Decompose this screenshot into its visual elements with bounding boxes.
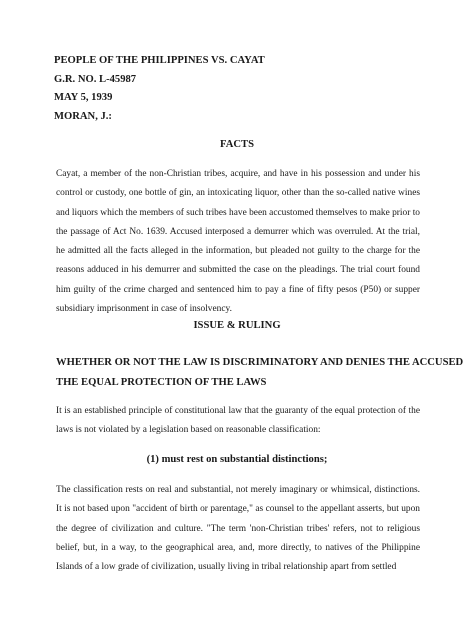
- case-title: PEOPLE OF THE PHILIPPINES VS. CAYAT: [54, 55, 265, 66]
- case-date: MAY 5, 1939: [54, 92, 113, 104]
- issue-question-line-2: THE EQUAL PROTECTION OF THE LAWS: [56, 376, 267, 388]
- principle-paragraph: It is an established principle of constitutional law that the guaranty of the equal protection of the laws is not violated by a legislation based on reasonable classification:: [56, 406, 420, 436]
- ruling-subheading: (1) must rest on substantial distinctions;: [146, 454, 328, 465]
- issue-ruling-heading: ISSUE & RULING: [193, 320, 281, 331]
- issue-question: [56, 353, 464, 392]
- ruling-paragraph: The classification rests on real and substantial, not merely imaginary or whimsical, distinctions. It is not based upon "accident of birth or parentage," as counsel to the appellant asserts, but upon the degree of civilization and culture. "The term 'non-Christian tribes' refers, not to religious belief, but, in a way, to the geographical area, and, more directly, to natives of the Philippine Islands of a low grade of civilization, usually living in tribal relationship apart from settled: [56, 485, 420, 573]
- facts-paragraph: Cayat, a member of the non-Christian tribes, acquire, and have in his possession and under his control or custody, one bottle of gin, an intoxicating liquor, other than the so-called native wines and liquors which the members of such tribes have been accustomed themselves to make prior to the passage of Act No. 1639. Accused interposed a demurrer which was overruled. At the trial, he admitted all the facts alleged in the information, but pleaded not guilty to the charge for the reasons adduced in his demurrer and submitted the case on the pleadings. The trial court found him guilty of the crime charged and sentenced him to pay a fine of fifty pesos (P50) or supper subsidiary imprisonment in case of insolvency.: [56, 169, 420, 315]
- facts-heading: FACTS: [220, 139, 254, 150]
- case-justice: MORAN, J.:: [54, 110, 112, 122]
- case-gr-number: G.R. NO. L-45987: [54, 73, 137, 85]
- case-header: [54, 52, 265, 126]
- issue-question-line-1: WHETHER OR NOT THE LAW IS DISCRIMINATORY AND DENIES THE ACCUSED: [56, 357, 464, 368]
